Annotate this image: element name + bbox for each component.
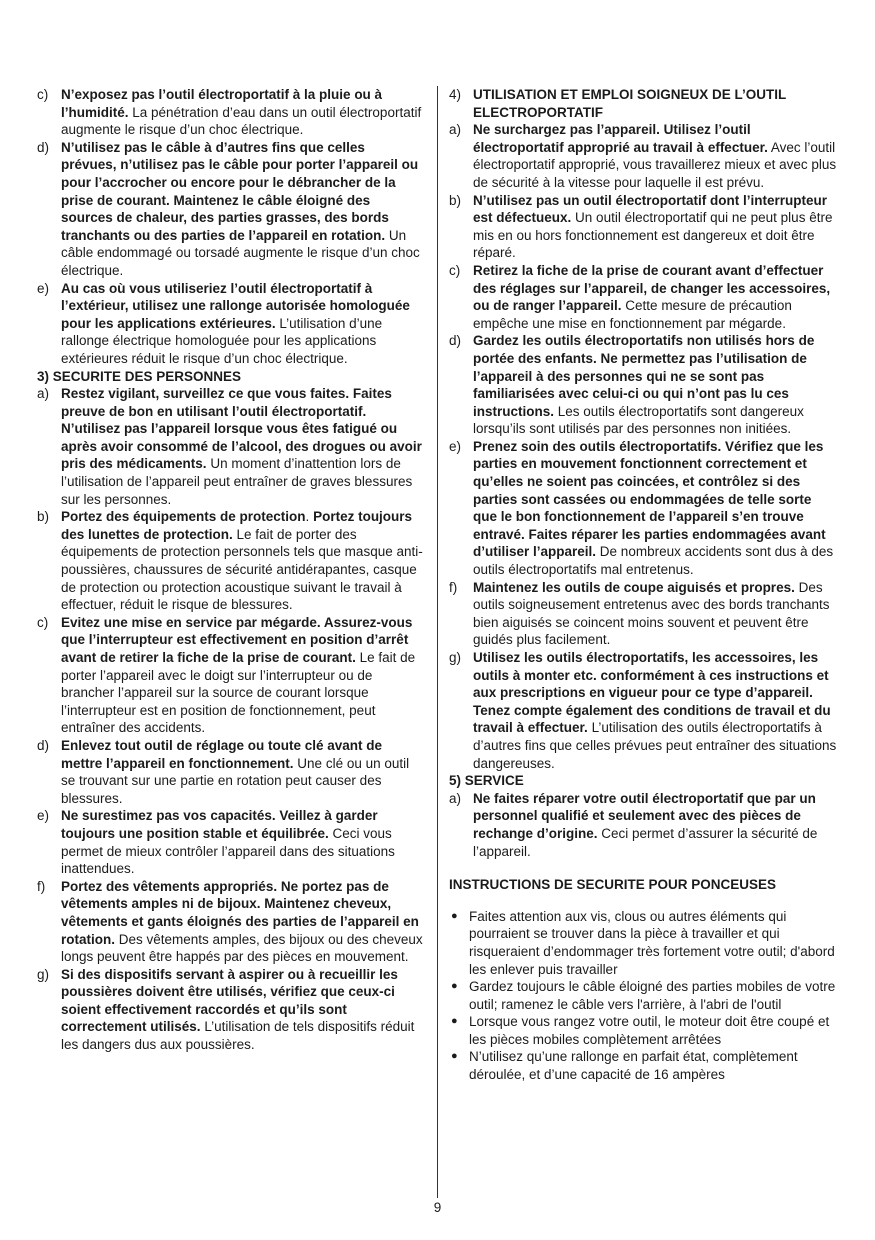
item-text <box>61 737 423 807</box>
item-text <box>61 508 423 614</box>
item-normal-text: Le fait de porter l’appareil avec le doigt sur l’interrupteur ou de brancher l’appareil sur la source de courant lorsque l’interrupteur est en position de fonctionnement, peut entraîner des accidents. <box>61 650 416 736</box>
item-text <box>61 385 423 508</box>
item-normal-text: Le fait de porter des équipements de protection personnels tels que masque anti-poussières, chaussures de sécurité antidérapantes, casque de protection ou protection acoustique suivant le travail à effectuer, réduit le risque de blessures. <box>61 526 423 613</box>
item-bold-text: Restez vigilant, surveillez ce que vous faites. Faites preuve de bon en utilisant l’outil électroportatif. N’utilisez pas l’appareil lorsque vous êtes fatigué ou après avoir consommé de l’alcool, des drogues ou avoir pris des médicaments. <box>61 386 422 472</box>
list-item <box>449 121 839 191</box>
list-item <box>449 332 839 438</box>
bullet-text: Faites attention aux vis, clous ou autres éléments qui pourraient se trouver dans la pièce à travailler et qui risqueraient d’endommager très fortement votre outil; d'abord les enlever puis travailler <box>469 908 835 977</box>
item-label: a) <box>449 790 462 806</box>
item-text <box>473 790 839 860</box>
list-item <box>37 385 423 508</box>
item-normal-text: Les outils électroportatifs sont dangereux lorsqu’ils sont utilisés par des personnes non initiées. <box>473 403 804 437</box>
list-item <box>37 508 423 614</box>
list-item <box>449 649 839 772</box>
item-text <box>473 438 839 579</box>
item-bold-text: Portez des vêtements appropriés. Ne portez pas de vêtements amples ni de bijoux. Maintenez cheveux, vêtements et gants éloignés des parties de l’appareil en rotation. <box>61 878 419 947</box>
item-bold-text: Retirez la fiche de la prise de courant avant d’effectuer des réglages sur l’appareil, de changer les accessoires, ou de ranger l’appareil. <box>473 262 831 314</box>
item-text <box>473 332 839 438</box>
item-normal-text: Ceci permet d’assurer la sécurité de l’appareil. <box>473 825 818 859</box>
list-item <box>449 579 839 649</box>
item-label: a) <box>37 386 50 402</box>
column-divider <box>437 86 438 1198</box>
bullet-icon: ● <box>451 980 458 993</box>
item-bold-text: Si des dispositifs servant à aspirer ou à recueillir les poussières doivent être utilisés, vérifiez que ceux-ci soient effectivement raccordés et qu’ils sont correctement utilisés. <box>61 966 398 1035</box>
item-label: d) <box>37 737 50 753</box>
item-normal-text: Des outils soigneusement entretenus avec des bords tranchants bien aiguisés se coincent moins souvent et peuvent être guidés plus facilement. <box>473 579 830 648</box>
item-normal-text: Une clé ou un outil se trouvant sur une partie en rotation peut causer des blessures. <box>61 755 410 806</box>
item-label: c) <box>37 87 49 102</box>
item-bold-text: N’utilisez pas un outil électroportatif dont l’interrupteur est défectueux. <box>473 192 828 226</box>
item-text <box>473 579 839 649</box>
list-item <box>37 614 423 737</box>
item-bold-text: Enlevez tout outil de réglage ou toute clé avant de mettre l’appareil en fonctionnement. <box>61 737 383 771</box>
bullet-item <box>449 908 839 978</box>
item-label: c) <box>37 614 49 630</box>
item-bold-text: Maintenez les outils de coupe aiguisés et propres. <box>473 579 795 595</box>
item-normal-text: Un outil électroportatif qui ne peut plus être mis en ou hors fonctionnement est dangereux et doit être réparé. <box>473 210 833 261</box>
item-text <box>61 807 423 877</box>
item-text <box>61 878 423 966</box>
item-label: e) <box>449 438 462 454</box>
item-text <box>61 614 423 737</box>
item-normal-text: Avec l’outil électroportatif approprié, vous travaillerez mieux et avec plus de sécurité à la vitesse pour laquelle il est prévu. <box>473 139 837 190</box>
item-bold-text: Prenez soin des outils électroportatifs. Vérifiez que les parties en mouvement fonctionnent correctement et qu’elles ne soient pas coincées, et contrôlez si des parties sont cassées ou endommagées de telle sorte que le bon fonctionnement de l’appareil s’en trouve entravé. Faites réparer les parties endommagées avant d’utiliser l’appareil. <box>473 438 826 560</box>
item-label: f) <box>449 579 458 595</box>
list-item <box>37 878 423 966</box>
item-normal-text: De nombreux accidents sont dus à des outils électroportatifs mal entretenus. <box>473 544 834 578</box>
list-item <box>449 438 839 579</box>
item-label: d) <box>37 139 50 155</box>
bullet-item <box>449 1013 839 1048</box>
list-item <box>37 966 423 1054</box>
item-text <box>473 192 839 262</box>
left-column <box>37 86 423 1054</box>
item-text <box>61 966 423 1054</box>
item-bold-text: N’utilisez pas le câble à d’autres fins que celles prévues, n’utilisez pas le câble pour porter l’appareil ou pour l’accrocher ou encore pour le débrancher de la prise de courant. Maintenez le câble éloigné des sources de chaleur, des parties grasses, des bords tranchants ou des parties de l’appareil en rotation. <box>61 139 419 243</box>
list-item <box>449 192 839 262</box>
item-normal-text: L’utilisation de tels dispositifs réduit les dangers dus aux poussières. <box>61 1019 415 1053</box>
item-bold-text: Au cas où vous utiliseriez l’outil électroportatif à l’extérieur, utilisez une rallonge autorisée homologuée pour les applications extérieures. <box>61 280 410 331</box>
section-heading <box>449 86 839 121</box>
item-label: b) <box>37 509 50 525</box>
item-normal-text: Un câble endommagé ou torsadé augmente le risque d’un choc électrique. <box>61 227 420 278</box>
list-item <box>37 139 423 280</box>
item-normal-text: Un moment d’inattention lors de l’utilisation de l’appareil peut entraîner de graves blessures sur les personnes. <box>61 456 413 507</box>
item-label: a) <box>449 122 462 138</box>
list-item <box>449 790 839 860</box>
item-bold-text: Ne faites réparer votre outil électroportatif que par un personnel qualifié et seulement avec des pièces de rechange d’origine. <box>473 790 816 841</box>
item-normal-text: Ceci vous permet de mieux contrôler l’appareil dans des situations inattendues. <box>61 825 395 877</box>
page-number: 9 <box>433 1200 442 1215</box>
item-label: b) <box>449 192 462 208</box>
section-heading: 5) SERVICE <box>449 773 524 789</box>
item-text <box>61 280 423 368</box>
bullet-text: N’utilisez qu’une rallonge en parfait état, complètement déroulée, et d’une capacité de 16 ampères <box>469 1049 798 1083</box>
item-label: f) <box>37 878 46 894</box>
item-bold-text: N’exposez pas l’outil électroportatif à la pluie ou à l’humidité. <box>61 87 383 120</box>
item-bold-text: Ne surchargez pas l’appareil. Utilisez l’outil électroportatif approprié au travail à effectuer. <box>473 122 768 155</box>
item-text <box>473 262 839 332</box>
bullet-icon: ● <box>451 1015 458 1028</box>
bullet-text: Lorsque vous rangez votre outil, le moteur doit être coupé et les pièces mobiles complètement arrêtées <box>469 1014 830 1047</box>
item-text <box>473 121 839 191</box>
list-item <box>37 280 423 368</box>
item-text <box>473 649 839 772</box>
item-label: g) <box>37 966 50 982</box>
right-column <box>449 86 839 1084</box>
item-text <box>61 139 423 280</box>
item-label: c) <box>449 262 461 278</box>
item-text <box>61 86 423 139</box>
item-normal-text: L’utilisation des outils électroportatifs à d’autres fins que celles prévues peut entraîner des situations dangereuses. <box>473 720 837 771</box>
list-item <box>449 262 839 332</box>
item-normal-text: L’utilisation d’une rallonge électrique homologuée pour les applications extérieures réduit le risque d’un choc électrique. <box>61 315 383 366</box>
item-bold-text: Portez toujours des lunettes de protection. <box>61 509 413 542</box>
bullet-text: Gardez toujours le câble éloigné des parties mobiles de votre outil; ramenez le câble vers l'arrière, à l'abri de l'outil <box>469 979 836 1012</box>
bullet-icon: ● <box>451 909 458 922</box>
item-bold-text: Utilisez les outils électroportatifs, les accessoires, les outils à monter etc. conformément à ces instructions et aux prescriptions en vigueur pour ce type d’appareil. Tenez compte également des conditions de travail et du travail à effectuer. <box>473 650 831 736</box>
item-bold-text: Portez des équipements de protection <box>61 509 306 525</box>
section-title: UTILISATION ET EMPLOI SOIGNEUX DE L’OUTIL ELECTROPORTATIF <box>473 87 787 120</box>
sander-safety-heading: INSTRUCTIONS DE SECURITE POUR PONCEUSES <box>449 877 777 893</box>
list-item <box>37 86 423 139</box>
item-label: e) <box>37 280 50 296</box>
item-normal-text: Des vêtements amples, des bijoux ou des cheveux longs peuvent être happés par des pièces en mouvement. <box>61 931 423 965</box>
item-label: d) <box>449 333 462 349</box>
section-heading: 3) SECURITE DES PERSONNES <box>37 368 242 384</box>
list-item <box>37 807 423 877</box>
item-normal-text: La pénétration d’eau dans un outil électroportatif augmente le risque d’un choc électrique. <box>61 104 422 138</box>
list-item <box>37 737 423 807</box>
item-normal-text: Cette mesure de précaution empêche une mise en fonctionnement par mégarde. <box>473 298 792 331</box>
section-number: 4) <box>449 87 462 102</box>
bullet-item <box>449 1048 839 1083</box>
item-normal-text: . <box>305 509 314 525</box>
item-bold-text: Evitez une mise en service par mégarde. Assurez-vous que l’interrupteur est effectivement en position d’arrêt avant de retirer la fiche de la prise de courant. <box>61 614 413 665</box>
bullet-item <box>449 978 839 1013</box>
bullet-icon: ● <box>451 1050 458 1063</box>
item-bold-text: Ne surestimez pas vos capacités. Veillez à garder toujours une position stable et équilibrée. <box>61 808 378 841</box>
item-bold-text: Gardez les outils électroportatifs non utilisés hors de portée des enfants. Ne permettez pas l’utilisation de l’appareil à des personnes qui ne se sont pas familiarisées avec celui-ci ou qui n’ont pas lu ces instructions. <box>473 333 815 419</box>
item-label: e) <box>37 808 50 824</box>
item-label: g) <box>449 650 462 665</box>
